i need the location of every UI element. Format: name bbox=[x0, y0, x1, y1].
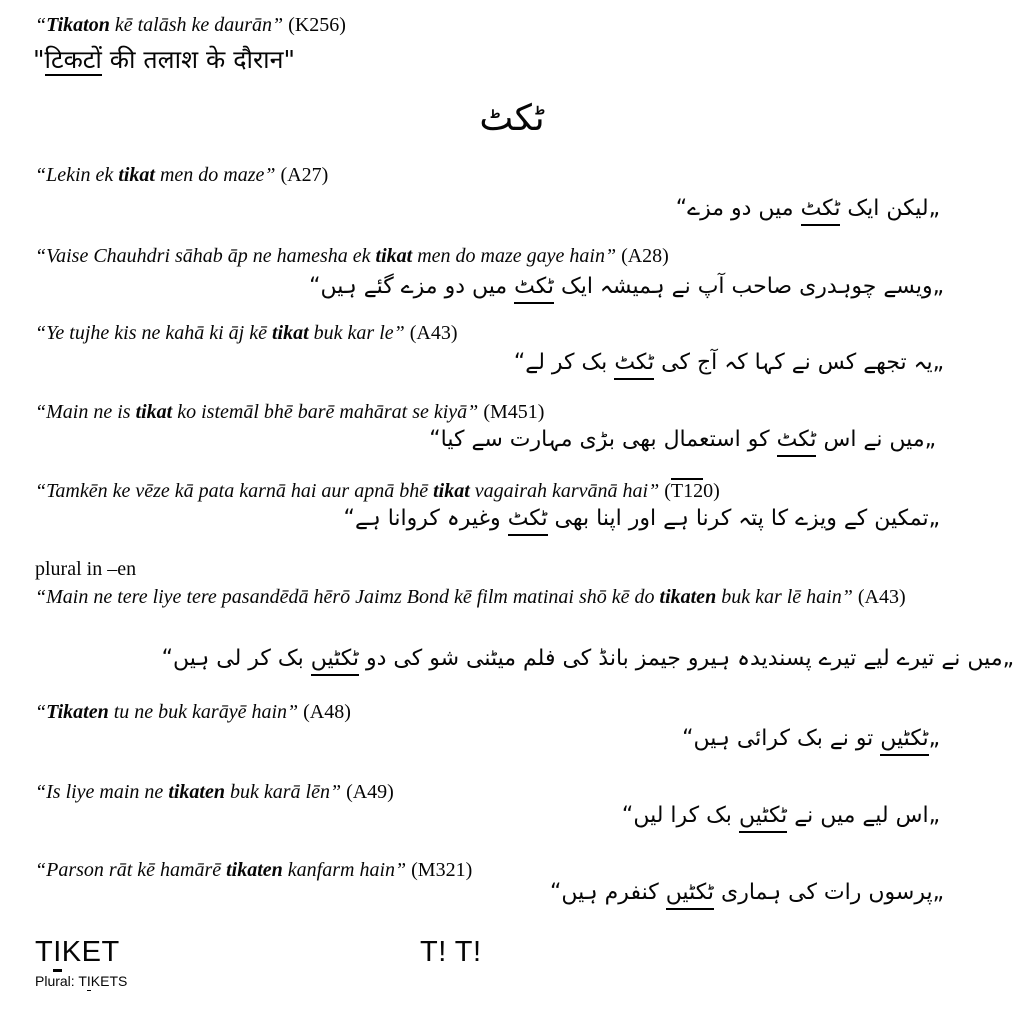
transliteration-t-exclaim: T! T! bbox=[420, 936, 482, 968]
transliteration-tiket: TIKET bbox=[35, 936, 120, 969]
quote-roman-a49: “Is liye main ne tikaten buk karā lēn” (A49) bbox=[35, 781, 394, 803]
headword-urdu: ٹکٹ bbox=[479, 98, 545, 139]
quote-roman-a28: “Vaise Chauhdri sāhab āp ne hamesha ek tikat men do maze gaye hain” (A28) bbox=[35, 245, 669, 267]
quote-roman-a43-2: “Main ne tere liye tere pasandēdā hērō Jaimz Bond kē film matinai shō kē do tikaten buk kar lē hain” (A43) bbox=[35, 586, 906, 608]
quote-roman-m321: “Parson rāt kē hamārē tikaten kanfarm hain” (M321) bbox=[35, 859, 473, 881]
quote-urdu-a48: „ٹکٹیں تو نے بک کرائی ہیں“ bbox=[682, 720, 940, 757]
plural-section-label: plural in –en bbox=[35, 558, 137, 580]
quote-urdu-t120: „تمکین کے ویزے کا پتہ کرنا ہے اور اپنا بھی ٹکٹ وغیرہ کروانا ہے“ bbox=[344, 500, 940, 537]
quote-urdu-m321: „پرسوں رات کی ہماری ٹکٹیں کنفرم ہیں“ bbox=[550, 874, 944, 911]
quote-hindi-k256: "टिकटों की तलाश के दौरान" bbox=[33, 45, 296, 74]
quote-urdu-a49: „اس لیے میں نے ٹکٹیں بک کرا لیں“ bbox=[622, 797, 940, 834]
quote-roman-a43-1: “Ye tujhe kis ne kahā ki āj kē tikat buk kar le” (A43) bbox=[35, 322, 458, 344]
quote-roman-t120: “Tamkēn ke vēze kā pata karnā hai aur apnā bhē tikat vagairah karvānā hai” (T120) bbox=[35, 480, 720, 502]
quote-roman-a27: “Lekin ek tikat men do maze” (A27) bbox=[35, 164, 329, 186]
quote-roman-a48: “Tikaten tu ne buk karāyē hain” (A48) bbox=[35, 701, 351, 723]
quote-urdu-a43-2: „میں نے تیرے لیے تیرے پسندیدہ ہیرو جیمز بانڈ کی فلم میٹنی شو کی دو ٹکٹیں بک کر لی ہیں“ bbox=[162, 640, 1014, 677]
plural-tikets-line: Plural: TIKETS bbox=[35, 973, 128, 989]
quote-roman-k256: “Tikaton kē talāsh ke daurān” (K256) bbox=[35, 14, 346, 36]
quote-roman-m451: “Main ne is tikat ko istemāl bhē barē mahārat se kiyā” (M451) bbox=[35, 401, 545, 423]
quote-urdu-a28: „ویسے چوہدری صاحب آپ نے ہمیشہ ایک ٹکٹ میں دو مزے گئے ہیں“ bbox=[309, 268, 944, 305]
quote-urdu-a43-1: „یہ تجھے کس نے کہا کہ آج کی ٹکٹ بک کر لے“ bbox=[514, 344, 944, 381]
quote-urdu-m451: „میں نے اس ٹکٹ کو استعمال بھی بڑی مہارت سے کیا“ bbox=[429, 421, 936, 458]
quote-urdu-a27: „لیکن ایک ٹکٹ میں دو مزے“ bbox=[676, 190, 940, 227]
